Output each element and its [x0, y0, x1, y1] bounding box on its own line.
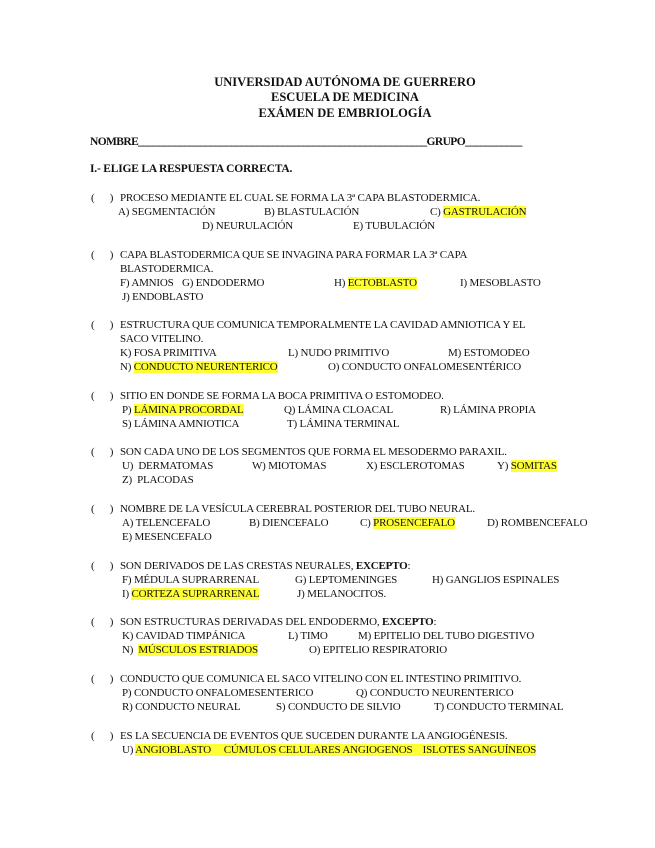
option[interactable] [120, 277, 174, 290]
option-text: EPITELIO DEL TUBO DIGESTIVO [373, 630, 535, 642]
option[interactable] [284, 404, 393, 417]
option-text-highlighted: ECTOBLASTO [347, 277, 417, 289]
option-letter: Y) [497, 460, 511, 472]
name-group-field[interactable]: NOMBRE________________________________________________________GRUPO___________ [90, 136, 522, 148]
stem-text: SON DERIVADOS DE LAS CRESTAS NEURALES, [120, 560, 356, 572]
option-text: NEURULACIÓN [215, 220, 294, 232]
option[interactable] [122, 418, 239, 431]
option[interactable] [122, 291, 203, 304]
option-letter: A) [122, 517, 136, 529]
option-letter: B) [249, 517, 263, 529]
option-letter: N) [120, 361, 134, 373]
section-title: I.- ELIGE LA RESPUESTA CORRECTA. [90, 163, 293, 175]
option-text: CONDUCTO DE SILVIO [287, 701, 401, 713]
option-letter: E) [353, 220, 366, 232]
stem-text: SON ESTRUCTURAS DERIVADAS DEL ENDODERMO, [120, 616, 382, 628]
option[interactable] [353, 220, 435, 233]
question-stem [120, 249, 467, 262]
option-letter: P) [122, 404, 134, 416]
option[interactable] [249, 517, 328, 530]
option-letter: A) [118, 206, 132, 218]
answer-blank[interactable]: ( ) [91, 249, 114, 261]
option[interactable] [118, 206, 215, 219]
option[interactable] [276, 701, 400, 714]
option[interactable] [358, 630, 534, 643]
option-letter: F) [120, 277, 132, 289]
option-letter: E) [122, 531, 135, 543]
option-text-highlighted: GASTRULACIÓN [443, 206, 527, 218]
option-letter: R) [122, 701, 136, 713]
option[interactable] [122, 687, 313, 700]
option-text: CONDUCTO NEURENTERICO [369, 687, 514, 699]
option[interactable] [366, 460, 465, 473]
option[interactable] [122, 630, 245, 643]
option[interactable] [432, 574, 559, 587]
option-text: ESTOMODEO [463, 347, 530, 359]
option-text: FOSA PRIMITIVA [133, 347, 217, 359]
option-text: LÁMINA PROPIA [453, 404, 536, 416]
option-letter: M) [358, 630, 374, 642]
option[interactable] [497, 460, 557, 473]
option[interactable] [122, 701, 240, 714]
option[interactable] [328, 361, 521, 374]
question-stem [120, 560, 410, 573]
option[interactable] [120, 361, 278, 374]
option[interactable] [297, 588, 386, 601]
option-letter: C) [430, 206, 444, 218]
stem-text: CAPA BLASTODERMICA QUE SE INVAGINA PARA FORMAR LA 3ª CAPA [120, 249, 468, 261]
option[interactable] [120, 347, 217, 360]
option-letter: I) [122, 588, 132, 600]
option[interactable] [334, 277, 417, 290]
option-text: LEPTOMENINGES [308, 574, 398, 586]
option[interactable] [360, 517, 455, 530]
question-stem [120, 192, 480, 205]
option-text: CAVIDAD TIMPÁNICA [135, 630, 246, 642]
option-letter: O) [309, 644, 323, 656]
option-letter: I) [460, 277, 470, 289]
option-letter: K) [120, 347, 134, 359]
option[interactable] [309, 644, 447, 657]
option[interactable] [460, 277, 541, 290]
answer-blank[interactable]: ( ) [91, 673, 114, 685]
option-text: MESOBLASTO [469, 277, 541, 289]
option[interactable] [295, 574, 397, 587]
option[interactable] [252, 460, 326, 473]
option-letter: L) [288, 630, 301, 642]
stem-text: CONDUCTO QUE COMUNICA EL SACO VITELINO CON EL INTESTINO PRIMITIVO. [120, 673, 522, 685]
stem-colon: : [433, 616, 437, 628]
stem-text: ESTRUCTURA QUE COMUNICA TEMPORALMENTE LA CAVIDAD AMNIOTICA Y EL [120, 319, 526, 331]
option-text: SEGMENTACIÓN [131, 206, 216, 218]
option-text: AMNIOS [131, 277, 174, 289]
option-text: ROMBENCEFALO [500, 517, 588, 529]
option-letter: M) [448, 347, 464, 359]
option-letter: H) [334, 277, 348, 289]
option-letter: D) [202, 220, 216, 232]
option-text: EPITELIO RESPIRATORIO [322, 644, 448, 656]
option[interactable] [448, 347, 529, 360]
option[interactable] [356, 687, 514, 700]
option-letter: Q) [284, 404, 298, 416]
option-text: MELANOCITOS. [307, 588, 387, 600]
answer-blank[interactable]: ( ) [91, 319, 114, 331]
option-letter: P) [122, 687, 134, 699]
option[interactable] [264, 206, 359, 219]
stem-text: SON CADA UNO DE LOS SEGMENTOS QUE FORMA EL MESODERMO PARAXIL. [120, 446, 507, 458]
exam-title: EXÁMEN DE EMBRIOLOGÍA [258, 106, 432, 120]
option[interactable] [122, 404, 244, 417]
option-text: LÁMINA TERMINAL [299, 418, 400, 430]
option-text: ENDOBLASTO [132, 291, 204, 303]
option[interactable] [122, 460, 213, 473]
question-stem [120, 503, 475, 516]
option[interactable] [122, 744, 536, 757]
university-title: UNIVERSIDAD AUTÓNOMA DE GUERRERO [214, 75, 476, 89]
option[interactable] [122, 574, 259, 587]
option-letter: Z) [122, 474, 138, 486]
question-stem [120, 319, 525, 332]
question-stem [120, 730, 507, 743]
option[interactable] [287, 418, 399, 431]
option[interactable] [122, 517, 210, 530]
option[interactable] [182, 277, 264, 290]
option-text: TELENCEFALO [135, 517, 211, 529]
option-letter: S) [122, 418, 134, 430]
option-text-highlighted: PROSENCEFALO [373, 517, 455, 529]
stem-text: ES LA SECUENCIA DE EVENTOS QUE SUCEDEN DURANTE LA ANGIOGÉNESIS. [120, 730, 508, 742]
option-letter: G) [295, 574, 309, 586]
option-text: GANGLIOS ESPINALES [445, 574, 560, 586]
option[interactable] [122, 474, 194, 487]
option-letter: J) [297, 588, 308, 600]
answer-blank[interactable]: ( ) [91, 390, 114, 402]
option-text: CONDUCTO ONFALOMESENTÉRICO [341, 361, 522, 373]
option-letter: G) [182, 277, 196, 289]
option[interactable] [122, 644, 258, 657]
question-stem [120, 263, 213, 276]
answer-blank[interactable]: ( ) [91, 560, 114, 572]
stem-text: SITIO EN DONDE SE FORMA LA BOCA PRIMITIVA O ESTOMODEO. [120, 390, 444, 402]
option-text-highlighted: LÁMINA PROCORDAL [133, 404, 244, 416]
option-letter: J) [122, 291, 133, 303]
question-stem [120, 333, 203, 346]
option-text-highlighted: CONDUCTO NEURENTERICO [133, 361, 278, 373]
option-text: LÁMINA AMNIOTICA [133, 418, 240, 430]
option-letter: R) [440, 404, 454, 416]
option-text: NUDO PRIMITIVO [300, 347, 390, 359]
option[interactable] [434, 701, 563, 714]
answer-blank[interactable]: ( ) [91, 446, 114, 458]
question-stem [120, 673, 521, 686]
option-letter: O) [328, 361, 342, 373]
question-stem [120, 390, 444, 403]
option-text: BLASTULACIÓN [277, 206, 360, 218]
option[interactable] [487, 517, 587, 530]
stem-emphasis: EXCEPTO [381, 616, 434, 628]
option-text: TUBULACIÓN [365, 220, 435, 232]
option-text: MIOTOMAS [268, 460, 327, 472]
answer-blank[interactable]: ( ) [91, 503, 114, 515]
option[interactable] [288, 630, 328, 643]
option-letter: Q) [356, 687, 370, 699]
stem-text: PROCESO MEDIANTE EL CUAL SE FORMA LA 3ª CAPA BLASTODERMICA. [120, 192, 481, 204]
option-text: TIMO [300, 630, 328, 642]
question-stem [120, 616, 436, 629]
stem-text: BLASTODERMICA. [120, 263, 214, 275]
option-text: DIENCEFALO [262, 517, 329, 529]
option-letter: W) [252, 460, 269, 472]
answer-blank[interactable]: ( ) [91, 616, 114, 628]
option-text: PLACODAS [137, 474, 194, 486]
option-letter: B) [264, 206, 278, 218]
answer-blank[interactable]: ( ) [91, 192, 114, 204]
option-text-highlighted: ANGIOBLASTO CÚMULOS CELULARES ANGIOGENOS ISLOTES SANGUÍNEOS [135, 744, 537, 756]
stem-text: SACO VITELINO. [120, 333, 204, 345]
option-letter: S) [276, 701, 288, 713]
stem-text: NOMBRE DE LA VESÍCULA CEREBRAL POSTERIOR DEL TUBO NEURAL. [120, 503, 475, 515]
option-text: ESCLEROTOMAS [379, 460, 465, 472]
option[interactable] [430, 206, 526, 219]
option-letter: K) [122, 630, 136, 642]
option-letter: T) [434, 701, 447, 713]
option[interactable] [202, 220, 293, 233]
question-stem [120, 446, 507, 459]
stem-colon: : [407, 560, 411, 572]
option-letter: H) [432, 574, 446, 586]
option-letter: N) [122, 644, 139, 656]
option-text: DERMATOMAS [138, 460, 214, 472]
option-text: LÁMINA CLOACAL [297, 404, 394, 416]
option-letter: F) [122, 574, 134, 586]
option-text: CONDUCTO NEURAL [135, 701, 241, 713]
option[interactable] [440, 404, 536, 417]
option-letter: D) [487, 517, 501, 529]
option-letter: C) [360, 517, 374, 529]
option[interactable] [122, 588, 259, 601]
school-title: ESCUELA DE MEDICINA [271, 90, 419, 104]
stem-emphasis: EXCEPTO [355, 560, 408, 572]
option-text-highlighted: SOMITAS [510, 460, 557, 472]
option[interactable] [288, 347, 389, 360]
option-text: MÉDULA SUPRARRENAL [133, 574, 259, 586]
option-text-highlighted: CORTEZA SUPRARRENAL [131, 588, 260, 600]
option-text: MESENCEFALO [134, 531, 212, 543]
option-letter: X) [366, 460, 380, 472]
option[interactable] [122, 531, 212, 544]
option-letter: T) [287, 418, 300, 430]
option-text: ENDODERMO [195, 277, 265, 289]
option-text: CONDUCTO ONFALOMESENTERICO [133, 687, 314, 699]
answer-blank[interactable]: ( ) [91, 730, 114, 742]
option-text: CONDUCTO TERMINAL [446, 701, 564, 713]
option-text-highlighted: MÚSCULOS ESTRIADOS [138, 644, 258, 656]
option-letter: U) [122, 460, 139, 472]
option-letter: U) [122, 744, 136, 756]
option-letter: L) [288, 347, 301, 359]
